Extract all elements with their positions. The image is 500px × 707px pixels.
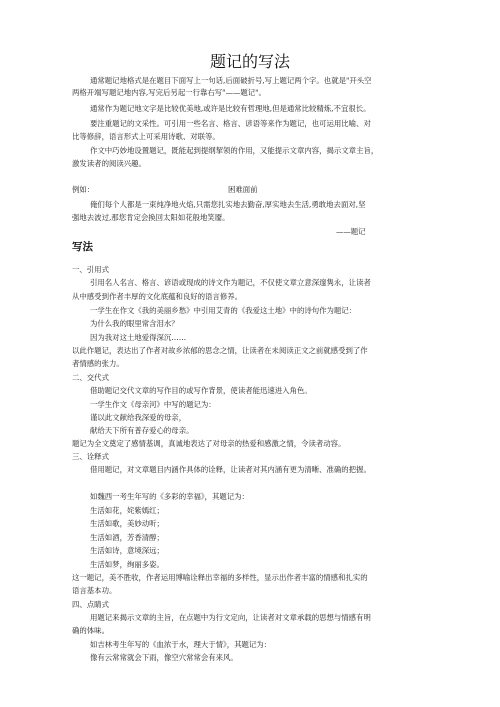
method-line: 者情感的张力。 <box>72 359 124 368</box>
method-line: 像有云常常就会下雨，像空穴常常会有来风。 <box>90 653 238 662</box>
section-heading: 写法 <box>72 241 93 253</box>
intro-line: 通常作为题记地文字是比较优美地,或许是比较有哲理地,但是通常比较精炼,不宜很长。 <box>90 104 371 113</box>
page-title: 题记的写法 <box>209 52 290 71</box>
intro-line: 作文中巧妙地设置题记，既能起到提纲挈领的作用，又能提示文章内容，揭示文章主旨， <box>90 146 379 155</box>
method-heading: 四、点睛式 <box>72 600 109 609</box>
method-line: 一学生作文《母亲河》中写的题记为： <box>90 400 216 409</box>
method-line: 题记为全文奠定了感情基调，真诚地表达了对母亲的热爱和感激之情，令读者动容。 <box>72 439 346 448</box>
method-line: 借助题记交代文章的写作目的或写作背景，使读者能迅速进入角色。 <box>90 386 312 395</box>
method-line: 生活如花，姹紫嫣红； <box>90 506 164 515</box>
method-line: 用题记来揭示文章的主旨，在点题中为行文定向，让读者对文章承载的思想与情感有明 <box>90 613 371 622</box>
intro-line: 两格开端写题记地内容,写完后另起一行靠右写"——题记"。 <box>72 88 266 97</box>
intro-line: 比等修辞，语言形式上可采用诗歌、对联等。 <box>72 132 220 141</box>
method-line: 因为我对这土地爱得深沉…… <box>90 333 187 342</box>
method-heading: 一、引用式 <box>72 265 109 274</box>
method-line: 借用题记，对文章题目内涵作具体的诠释，让读者对其内涵有更为清晰、准确的把握。 <box>90 465 371 474</box>
method-heading: 三、诠释式 <box>72 452 109 461</box>
intro-line: 通常题记地格式是在题目下面写上一句话,后面破折号,写上题记两个字。也就是"开头空 <box>90 76 372 85</box>
example-title: 困难面前 <box>228 185 258 194</box>
method-line: 如魏西一考生年写的《多彩的幸福》，其题记为： <box>90 492 249 501</box>
example-line: 俺们每个人都是一束纯净地火焰,只需您扎实地去勤奋,厚实地去生活,勇敢地去面对,坚 <box>90 200 366 209</box>
example-signature: ——题记 <box>336 227 366 236</box>
intro-line: 要注重题记的文采性。可引用一些名言、格言、谚语等来作为题记，也可运用比喻、对 <box>90 119 371 128</box>
method-line: 为什么我的眼里常含泪水？ <box>90 319 179 328</box>
method-line: 引用名人名言、格言、谚语或现成的诗文作为题记，不仅使文章立意深邃隽永，让读者 <box>90 278 371 287</box>
method-line: 生活如歌，美妙动听； <box>90 519 164 528</box>
method-heading: 二、交代式 <box>72 373 109 382</box>
method-line: 确的体味。 <box>72 626 109 635</box>
method-line: 生活如诗，意境深远； <box>90 546 164 555</box>
method-line: 献给天下所有普存爱心的母亲。 <box>90 426 194 435</box>
example-label: 例如： <box>72 185 95 194</box>
method-line: 以此作题记，表达出了作者对故乡浓郁的思念之情，让读者在未阅读正文之前就感受到了作 <box>72 346 368 355</box>
method-line: 从中感受到作者丰厚的文化底蕴和良好的语言修养。 <box>72 292 242 301</box>
method-line: 生活如梦，绚丽多姿。 <box>90 560 164 569</box>
method-line: 谨以此文献给我深爱的母亲， <box>90 413 187 422</box>
method-line: 一学生在作文《我的美丽乡愁》中引用艾青的《我爱这土地》中的诗句作为题记： <box>90 306 357 315</box>
method-line: 这一题记，美不胜收，作者运用博喻诠释出幸福的多样性，显示出作者丰富的情感和扎实的 <box>72 573 368 582</box>
example-line: 强地去波过,那您肯定会换回太阳如花般地笑靥。 <box>72 213 230 222</box>
intro-line: 激发读者的阅读兴趣。 <box>72 159 146 168</box>
method-line: 生活如酒，芳香清醇； <box>90 533 164 542</box>
method-line: 如吉林考生年写的《血浓于水，理大于情》，其题记为： <box>90 640 272 649</box>
method-line: 语言基本功。 <box>72 586 117 595</box>
